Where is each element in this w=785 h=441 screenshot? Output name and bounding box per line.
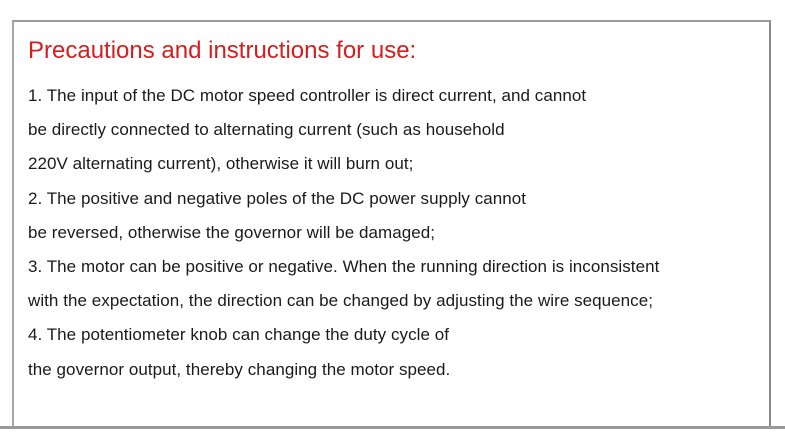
- instruction-line-5: be reversed, otherwise the governor will be damaged;: [28, 222, 436, 242]
- instruction-line-1: 1. The input of the DC motor speed controller is direct current, and cannot: [28, 86, 587, 105]
- instruction-line-7: with the expectation, the direction can be changed by adjusting the wire sequence;: [28, 291, 654, 311]
- instruction-line-4: 2. The positive and negative poles of the DC power supply cannot: [28, 188, 527, 208]
- instruction-line-8: 4. The potentiometer knob can change the duty cycle of: [28, 325, 450, 345]
- instructions-list: [28, 79, 659, 387]
- instruction-line-3: 220V alternating current), otherwise it will burn out;: [28, 154, 414, 174]
- instruction-line-2: be directly connected to alternating current (such as household: [28, 120, 505, 140]
- instruction-line-6: 3. The motor can be positive or negative. When the running direction is inconsistent: [28, 257, 660, 277]
- instruction-line-9: the governor output, thereby changing the motor speed.: [28, 359, 451, 379]
- section-title: Precautions and instructions for use:: [28, 37, 417, 64]
- bottom-divider: [0, 426, 785, 429]
